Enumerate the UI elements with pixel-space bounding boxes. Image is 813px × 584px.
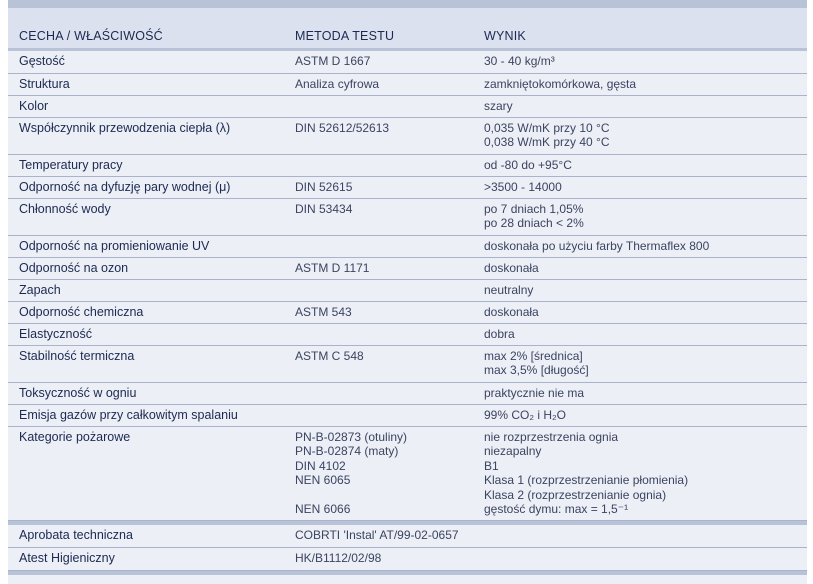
property-result [475, 301, 807, 323]
property-method [285, 176, 475, 198]
property-name: Emisja gazów przy całkowitym spalaniu [8, 404, 285, 426]
method-line: Analiza cyfrowa [295, 76, 380, 91]
property-name: Odporność chemiczna [8, 301, 285, 323]
property-row [8, 51, 807, 73]
property-name: Współczynnik przewodzenia ciepła (λ) [8, 117, 285, 154]
header-method: METODA TESTU [295, 29, 395, 43]
property-method [285, 548, 475, 571]
result-line: szary [484, 98, 513, 113]
property-method [285, 404, 475, 426]
property-method [285, 525, 475, 548]
result-line: B1 [484, 458, 499, 473]
result-line: 0,038 W/mK przy 40 °C [484, 135, 610, 150]
result-line: >3500 - 14000 [484, 179, 562, 194]
property-row [8, 404, 807, 426]
result-line: max 3,5% [długość] [484, 363, 589, 378]
property-row [8, 95, 807, 117]
property-result [475, 235, 807, 257]
property-row [8, 279, 807, 301]
method-line [295, 408, 475, 423]
table-header [8, 8, 807, 48]
approval-row [8, 548, 807, 571]
method-line [295, 327, 475, 342]
result-line [484, 551, 807, 566]
method-line [295, 488, 475, 503]
property-result [475, 176, 807, 198]
method-line: ASTM D 1667 [295, 54, 371, 68]
approvals-table [8, 525, 807, 572]
property-row [8, 323, 807, 345]
property-method [285, 154, 475, 176]
property-method [285, 426, 475, 520]
method-line [295, 283, 475, 298]
method-line: ASTM C 548 [295, 348, 364, 363]
property-result [475, 257, 807, 279]
result-line: nie rozprzestrzenia ognia [484, 429, 619, 444]
property-result [475, 404, 807, 426]
property-name: Struktura [8, 73, 285, 95]
property-row [8, 117, 807, 154]
property-name: Odporność na dyfuzję pary wodnej (μ) [8, 176, 285, 198]
property-name: Elastyczność [8, 323, 285, 345]
method-line [295, 386, 475, 401]
property-name: Kolor [8, 95, 285, 117]
method-line: NEN 6065 [295, 473, 351, 488]
property-result [475, 198, 807, 235]
result-line: po 7 dniach 1,05% [484, 201, 584, 216]
property-name: Toksyczność w ogniu [8, 382, 285, 404]
result-line: Klasa 1 (rozprzestrzenianie płomienia) [484, 473, 689, 488]
result-line: niezapalny [484, 444, 542, 459]
property-row [8, 382, 807, 404]
property-method [285, 73, 475, 95]
property-method [285, 301, 475, 323]
property-result [475, 279, 807, 301]
property-row [8, 301, 807, 323]
property-name: Chłonność wody [8, 198, 285, 235]
method-line: DIN 53434 [295, 201, 353, 216]
property-row [8, 426, 807, 520]
method-line [295, 158, 475, 173]
property-row [8, 257, 807, 279]
property-name: Zapach [8, 279, 285, 301]
result-line: max 2% [średnica] [484, 348, 583, 363]
result-line: po 28 dniach < 2% [484, 216, 584, 231]
approval-row [8, 525, 807, 548]
property-result [475, 95, 807, 117]
property-result [475, 548, 807, 571]
method-line: ASTM D 1171 [295, 260, 370, 275]
result-line: 99% CO₂ i H₂O [484, 407, 567, 422]
result-line: gęstość dymu: max = 1,5⁻¹ [484, 502, 629, 517]
property-method [285, 345, 475, 382]
property-name: Stabilność termiczna [8, 345, 285, 382]
result-line: neutralny [484, 282, 534, 297]
method-line [295, 239, 475, 254]
property-name: Odporność na promieniowanie UV [8, 235, 285, 257]
property-result [475, 51, 807, 73]
property-method [285, 117, 475, 154]
method-line: PN-B-02874 (maty) [295, 444, 399, 459]
result-line: doskonała [484, 304, 539, 319]
property-result [475, 525, 807, 548]
properties-sheet [8, 0, 807, 584]
property-row [8, 235, 807, 257]
method-line: COBRTI 'Instal' AT/99-02-0657 [295, 527, 459, 542]
property-result [475, 426, 807, 520]
properties-table [8, 51, 807, 521]
property-name: Kategorie pożarowe [8, 426, 285, 520]
result-line: 30 - 40 kg/m³ [484, 54, 555, 68]
result-line: praktycznie nie ma [484, 385, 585, 400]
result-line [484, 528, 807, 543]
property-method [285, 51, 475, 73]
property-row [8, 154, 807, 176]
property-method [285, 95, 475, 117]
method-line: HK/B1112/02/98 [295, 551, 382, 565]
header-property: CECHA / WŁAŚCIWOŚĆ [19, 29, 163, 43]
method-line: DIN 52612/52613 [295, 120, 390, 135]
result-line: doskonała po użyciu farby Thermaflex 800 [484, 238, 710, 253]
property-method [285, 279, 475, 301]
property-method [285, 382, 475, 404]
property-row [8, 345, 807, 382]
property-name: Odporność na ozon [8, 257, 285, 279]
property-name: Aprobata techniczna [8, 525, 285, 548]
property-name: Temperatury pracy [8, 154, 285, 176]
property-result [475, 382, 807, 404]
bottom-band [8, 571, 807, 575]
property-name: Gęstość [8, 51, 285, 73]
property-method [285, 198, 475, 235]
result-line: dobra [484, 326, 515, 341]
property-name: Atest Higieniczny [8, 548, 285, 571]
result-line: zamkniętokomórkowa, gęsta [484, 76, 637, 91]
property-result [475, 323, 807, 345]
result-line: doskonała [484, 260, 539, 275]
property-result [475, 345, 807, 382]
method-line [295, 99, 475, 114]
property-method [285, 235, 475, 257]
method-line: ASTM 543 [295, 304, 352, 319]
result-line: od -80 do +95°C [484, 157, 572, 172]
property-result [475, 154, 807, 176]
property-result [475, 117, 807, 154]
property-result [475, 73, 807, 95]
property-row [8, 73, 807, 95]
property-row [8, 176, 807, 198]
method-line: DIN 52615 [295, 179, 353, 194]
result-line: Klasa 2 (rozprzestrzenianie ognia) [484, 487, 667, 502]
property-row [8, 198, 807, 235]
top-band [8, 0, 807, 8]
property-method [285, 257, 475, 279]
method-line: DIN 4102 [295, 458, 346, 473]
method-line: NEN 6066 [295, 502, 351, 517]
method-line: PN-B-02873 (otuliny) [295, 429, 408, 444]
result-line: 0,035 W/mK przy 10 °C [484, 120, 610, 135]
header-result: WYNIK [484, 29, 526, 43]
property-method [285, 323, 475, 345]
